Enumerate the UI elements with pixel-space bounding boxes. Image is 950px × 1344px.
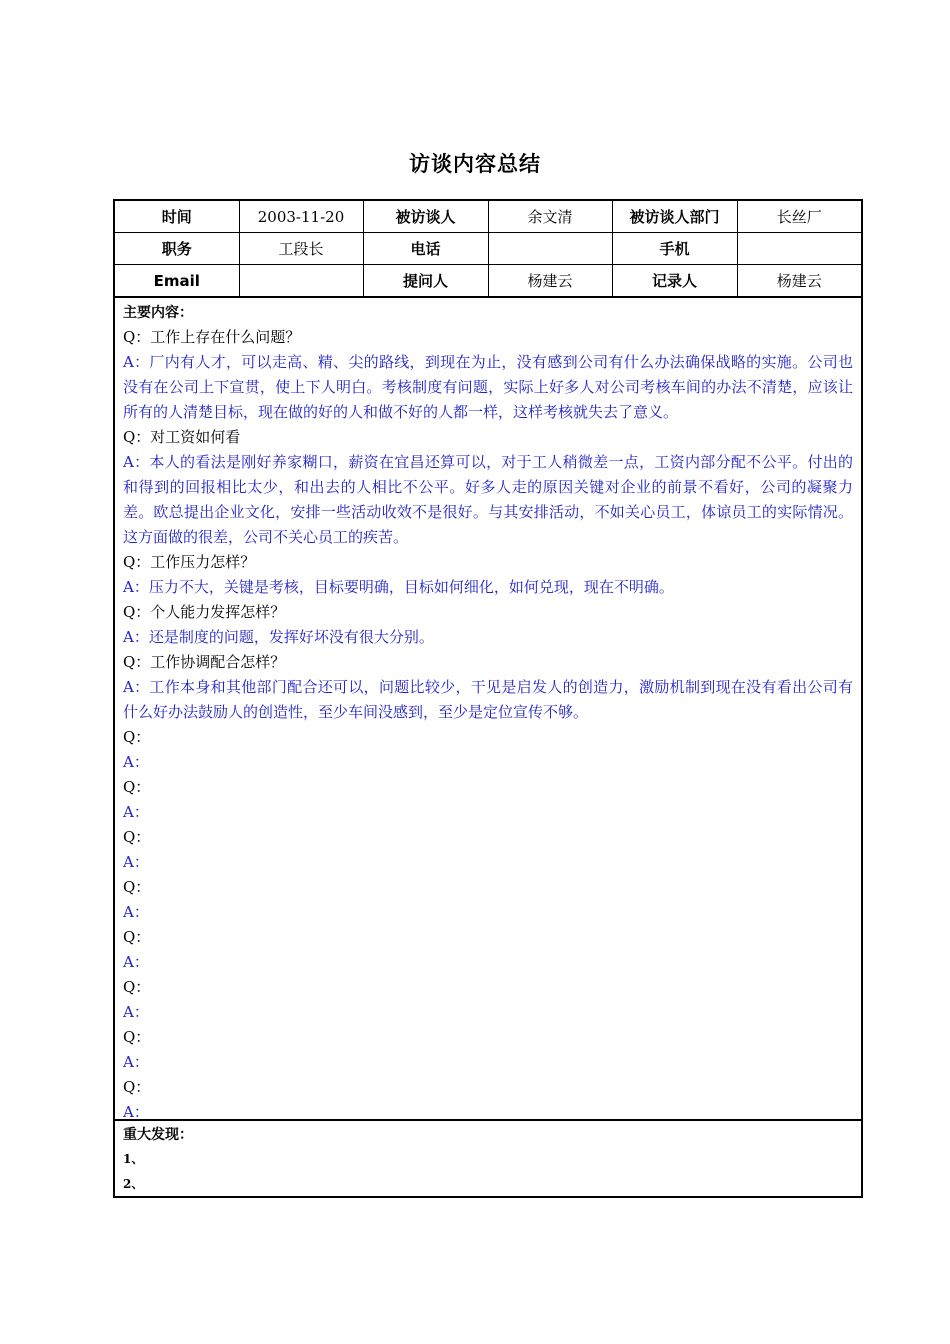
answer-line: A：: [123, 1103, 149, 1121]
info-value-cell: [239, 265, 363, 298]
question-line: Q：: [123, 928, 151, 946]
info-value-cell: 余文清: [488, 201, 612, 233]
question-line: Q：个人能力发挥怎样？: [123, 603, 286, 621]
findings-list: [123, 1147, 853, 1197]
finding-item: 1、: [123, 1152, 144, 1166]
info-label-cell: 手机: [612, 233, 737, 265]
info-value-cell: [737, 233, 861, 265]
findings-section: [115, 1121, 861, 1199]
question-line: Q：: [123, 728, 151, 746]
info-value-cell: 杨建云: [737, 265, 861, 298]
main-content-section: [115, 299, 861, 1121]
question-line: Q：对工资如何看: [123, 428, 241, 446]
finding-item: 2、: [123, 1177, 144, 1191]
answer-line: A：还是制度的问题，发挥好坏没有很大分别。: [123, 628, 434, 646]
answer-line: A：: [123, 953, 149, 971]
answer-line: A：厂内有人才，可以走高、精、尖的路线，到现在为止，没有感到公司有什么办法确保战略的实施。公司也没有在公司上下宣贯，使上下人明白。考核制度有问题，实际上好多人对公司考核车间的办法不清楚，应该让所有的人清楚目标，现在做的好的人和做不好的人都一样，这样考核就失去了意义。: [123, 353, 853, 421]
info-value-cell: 2003-11-20: [239, 201, 363, 233]
answer-line: A：: [123, 753, 149, 771]
answer-line: A：工作本身和其他部门配合还可以，问题比较少，干见是启发人的创造力，激励机制到现在没有看出公司有什么好办法鼓励人的创造性，至少车间没感到，至少是定位宣传不够。: [123, 678, 853, 721]
question-line: Q：: [123, 778, 151, 796]
info-label-cell: 时间: [115, 201, 239, 233]
main-content-label: 主要内容：: [123, 305, 193, 321]
question-line: Q：工作压力怎样？: [123, 553, 256, 571]
qa-list: [123, 325, 853, 1125]
answer-line: A：压力不大，关键是考核，目标要明确，目标如何细化，如何兑现，现在不明确。: [123, 578, 674, 596]
info-value-cell: [488, 233, 612, 265]
answer-line: A：本人的看法是刚好养家糊口，薪资在宜昌还算可以，对于工人稍微差一点，工资内部分配不公平。付出的和得到的回报相比太少，和出去的人相比不公平。好多人走的原因关键对企业的前景不看好，公司的凝聚力差。欧总提出企业文化，安排一些活动收效不是很好。与其安排活动，不如关心员工，体谅员工的实际情况。这方面做的很差，公司不关心员工的疾苦。: [123, 453, 853, 546]
info-label-cell: 职务: [115, 233, 239, 265]
interview-form: [113, 199, 863, 1198]
info-label-cell: 被访谈人: [363, 201, 488, 233]
question-line: Q：: [123, 1078, 151, 1096]
info-table: [115, 201, 861, 298]
question-line: Q：: [123, 978, 151, 996]
answer-line: A：: [123, 853, 149, 871]
answer-line: A：: [123, 803, 149, 821]
info-label-cell: 提问人: [363, 265, 488, 298]
question-line: Q：工作上存在什么问题？: [123, 328, 301, 346]
info-label-cell: 记录人: [612, 265, 737, 298]
findings-label: 重大发现：: [123, 1127, 193, 1143]
answer-line: A：: [123, 903, 149, 921]
info-row: [115, 201, 861, 233]
info-value-cell: 工段长: [239, 233, 363, 265]
info-row: [115, 265, 861, 298]
question-line: Q：: [123, 878, 151, 896]
info-row: [115, 233, 861, 265]
info-value-cell: 长丝厂: [737, 201, 861, 233]
info-label-cell: 被访谈人部门: [612, 201, 737, 233]
info-label-cell: 电话: [363, 233, 488, 265]
page-title: 访谈内容总结: [409, 152, 541, 176]
answer-line: A：: [123, 1053, 149, 1071]
answer-line: A：: [123, 1003, 149, 1021]
question-line: Q：: [123, 828, 151, 846]
info-value-cell: 杨建云: [488, 265, 612, 298]
info-label-cell: Email: [115, 265, 239, 298]
question-line: Q：工作协调配合怎样？: [123, 653, 286, 671]
question-line: Q：: [123, 1028, 151, 1046]
